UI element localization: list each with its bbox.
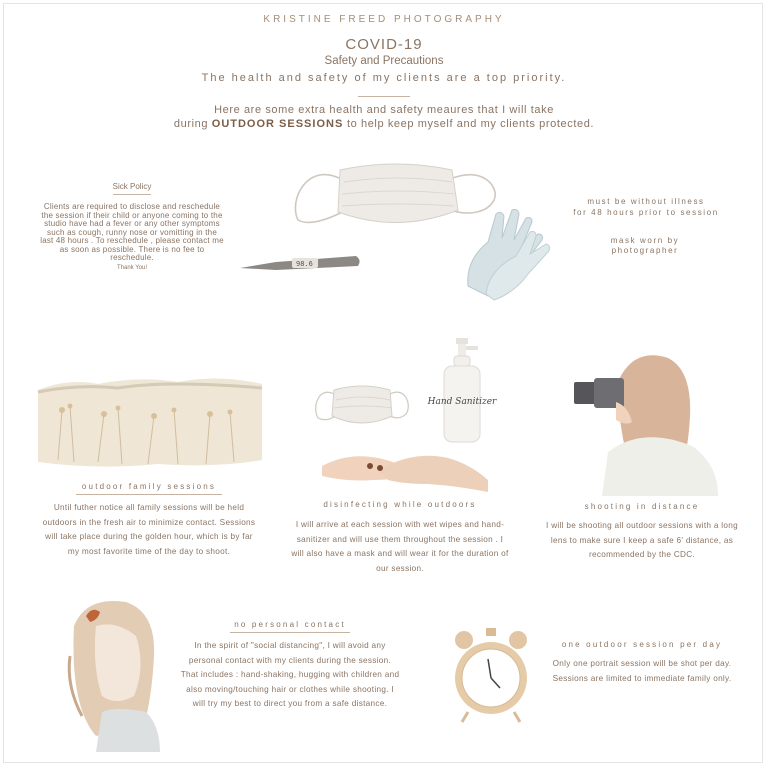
intro-bold: OUTDOOR SESSIONS bbox=[211, 118, 344, 130]
small-mask-illustration bbox=[312, 382, 412, 430]
sanitizer-label: Hand Sanitizer bbox=[427, 397, 497, 407]
intro-line-1: Here are some extra health and safety meaures that I will take bbox=[214, 104, 554, 116]
sick-policy-title bbox=[40, 182, 224, 195]
illness-note bbox=[556, 196, 736, 218]
no-contact-body: In the spirit of "social distancing", I will avoid any personal contact with my clients during the session. That includes : hand-shaking, hugging with children and also moving/touching hair or clothes while shooting. I will try my best to direct you from a safe distance. bbox=[180, 641, 400, 708]
family-sessions-section bbox=[40, 482, 258, 559]
disinfecting-title: disinfecting while outdoors bbox=[323, 500, 477, 509]
sick-policy-block bbox=[40, 182, 224, 271]
intro-text bbox=[140, 103, 628, 131]
sick-policy-title-text: Sick Policy bbox=[113, 182, 152, 195]
mask-note-line-1: mask worn by bbox=[610, 236, 680, 245]
thermometer-reading: 98.6 bbox=[296, 260, 313, 268]
girl-hair-illustration bbox=[56, 596, 166, 752]
distance-title: shooting in distance bbox=[584, 502, 700, 511]
priority-statement: The health and safety of my clients are a top priority. bbox=[201, 72, 567, 84]
distance-section bbox=[542, 502, 742, 563]
one-session-section bbox=[534, 640, 750, 686]
mask-worn-note bbox=[580, 236, 710, 256]
no-contact-title-text: no personal contact bbox=[230, 620, 350, 633]
hands-illustration bbox=[318, 440, 490, 496]
header-divider bbox=[358, 96, 410, 97]
disinfecting-section bbox=[290, 500, 510, 576]
sick-policy-body: Clients are required to disclose and reschedule the session if their child or anyone coming to the studio have had a fever or any other symptoms such as cough, runny nose or vomitting in the last 48 hours . To reschedule , please contact me as soon as possible. There is no fee to reschedule. bbox=[40, 202, 224, 262]
hand-sanitizer-illustration bbox=[427, 336, 497, 446]
intro-pre: during bbox=[173, 118, 212, 130]
brand-name: KRISTINE FREED PHOTOGRAPHY bbox=[263, 14, 505, 25]
photographer-illustration bbox=[572, 346, 722, 496]
no-contact-section bbox=[180, 620, 400, 712]
page-subtitle: Safety and Precautions bbox=[324, 55, 444, 67]
family-sessions-title-text: outdoor family sessions bbox=[76, 482, 222, 495]
no-contact-title bbox=[180, 620, 400, 633]
intro-post: to help keep myself and my clients protected. bbox=[343, 118, 595, 130]
intro-line-2 bbox=[140, 117, 628, 131]
illness-line-1: must be without illness bbox=[587, 197, 705, 206]
family-sessions-title bbox=[40, 482, 258, 495]
illness-line-2: for 48 hours prior to session bbox=[573, 208, 719, 217]
disinfecting-body: I will arrive at each session with wet wipes and hand-sanitizer and will use them throughout the session . I will also have a mask and will wear it for the duration of our session. bbox=[291, 520, 509, 573]
page-title: COVID-19 bbox=[345, 36, 423, 53]
mask-note-line-2: photographer bbox=[611, 246, 679, 255]
distance-body: I will be shooting all outdoor sessions with a long lens to make sure I keep a safe 6' distance, as recommended by the CDC. bbox=[546, 521, 738, 559]
one-session-title: one outdoor session per day bbox=[561, 640, 723, 649]
one-session-body: Only one portrait session will be shot per day. Sessions are limited to immediate family only. bbox=[552, 659, 732, 683]
thermometer-illustration bbox=[236, 250, 364, 276]
gloves-illustration bbox=[458, 204, 558, 304]
alarm-clock-illustration bbox=[452, 626, 530, 724]
family-sessions-body: Until futher notice all family sessions will be held outdoors in the fresh air to minimize contact. Sessions will take place during the golden hour, which is by far my most favorite time of the day to shoot. bbox=[42, 503, 256, 556]
sick-policy-thanks: Thank You! bbox=[116, 264, 148, 271]
field-illustration bbox=[38, 370, 262, 470]
